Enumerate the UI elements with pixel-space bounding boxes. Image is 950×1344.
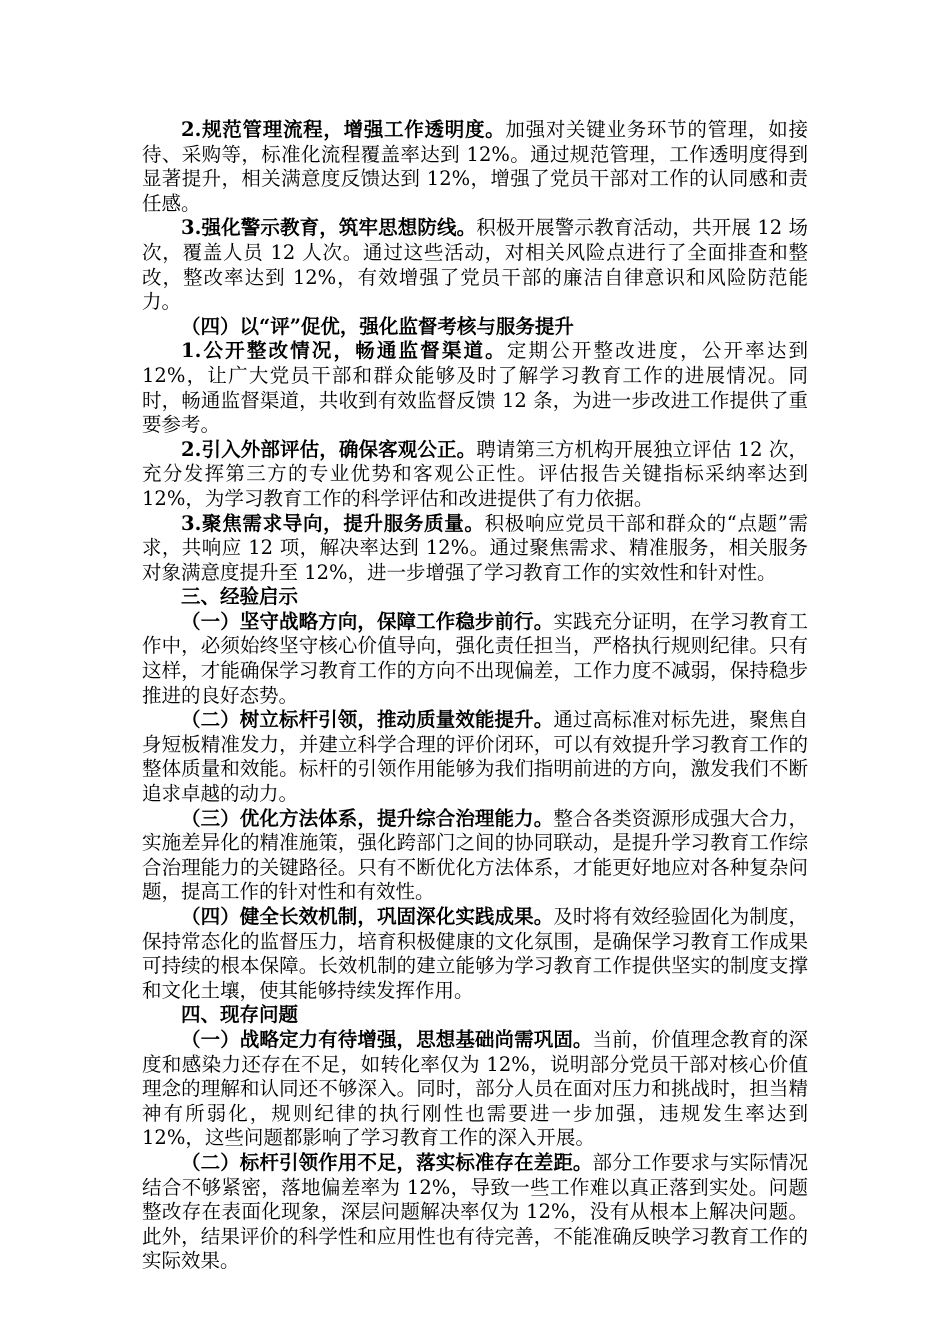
document-page [142, 118, 808, 1274]
section-heading: 四、现存问题 [181, 1003, 299, 1027]
paragraph-lead: （一）坚守战略方向，保障工作稳步前行。 [181, 609, 554, 633]
paragraph-lead: （二）标杆引领作用不足，落实标准存在差距。 [181, 1150, 593, 1174]
paragraph-lead: 2.规范管理流程，增强工作透明度。 [181, 118, 506, 141]
paragraph [142, 1028, 808, 1151]
section-heading: 三、经验启示 [181, 585, 299, 609]
section-heading: （四）以“评”促优，强化监督考核与服务提升 [181, 314, 574, 338]
paragraph-lead: 1.公开整改情况，畅通监督渠道。 [181, 339, 507, 363]
paragraph-body: 定期公开整改进度，公开率达到 12%，让广大党员干部和群众能够及时了解学习教育工作的进展情况。同时，畅通监督渠道，共收到有效监督反馈 12 条，为进一步改进工作提供了重要参考。 [142, 339, 808, 437]
paragraph-body: 整合各类资源形成强大合力，实施差异化的精准施策，强化跨部门之间的协同联动，是提升学习教育工作综合治理能力的关键路径。只有不断优化方法体系，才能更好地应对各种复杂问题，提高工作的针对性和有效性。 [142, 806, 808, 904]
paragraph [142, 905, 808, 1003]
paragraph-body: 积极开展警示教育活动，共开展 12 场次，覆盖人员 12 人次。通过这些活动，对相关风险点进行了全面排查和整改，整改率达到 12%，有效增强了党员干部的廉洁自律意识和风险防范能力。 [142, 216, 808, 314]
paragraph-lead: 3.强化警示教育，筑牢思想防线。 [181, 216, 477, 240]
paragraph-body: 加强对关键业务环节的管理，如接待、采购等，标准化流程覆盖率达到 12%。通过规范管理，工作透明度得到显著提升，相关满意度反馈达到 12%，增强了党员干部对工作的认同感和责任感。 [142, 118, 808, 215]
paragraph [142, 512, 808, 586]
paragraph-body: 部分工作要求与实际情况结合不够紧密，落地偏差率为 12%，导致一些工作难以真正落到实处。问题整改存在表面化现象，深层问题解决率仅为 12%，没有从根本上解决问题。此外，结果评价的科学性和应用性也有待完善，不能准确反映学习教育工作的实际效果。 [142, 1150, 808, 1273]
paragraph-body: 聘请第三方机构开展独立评估 12 次，充分发挥第三方的专业优势和客观公正性。评估报告关键指标采纳率达到 12%，为学习教育工作的科学评估和改进提供了有力依据。 [142, 437, 809, 510]
paragraph-body: 及时将有效经验固化为制度，保持常态化的监督压力，培育积极健康的文化氛围，是确保学习教育工作成果可持续的根本保障。长效机制的建立能够为学习教育工作提供坚实的制度支撑和文化土壤，使其能够持续发挥作用。 [142, 905, 808, 1002]
paragraph [142, 610, 808, 708]
paragraph [142, 339, 808, 437]
paragraph [142, 216, 808, 314]
paragraph [142, 118, 808, 216]
paragraph-lead: （一）战略定力有待增强，思想基础尚需巩固。 [181, 1027, 593, 1051]
paragraph [142, 438, 808, 512]
paragraph-lead: （三）优化方法体系，提升综合治理能力。 [181, 806, 554, 830]
paragraph-lead: （二）树立标杆引领，推动质量效能提升。 [181, 708, 554, 732]
paragraph-body: 实践充分证明，在学习教育工作中，必须始终坚守核心价值导向，强化责任担当，严格执行规则纪律。只有这样，才能确保学习教育工作的方向不出现偏差，工作力度不减弱，保持稳步推进的良好态势。 [142, 609, 808, 707]
paragraph-lead: 2.引入外部评估，确保客观公正。 [181, 437, 477, 461]
paragraph [142, 1151, 808, 1274]
paragraph-body: 积极响应党员干部和群众的“点题”需求，共响应 12 项，解决率达到 12%。通过聚焦需求、精准服务，相关服务对象满意度提升至 12%，进一步增强了学习教育工作的实效性和针对性。 [142, 511, 808, 584]
paragraph-lead: 3.聚焦需求导向，提升服务质量。 [181, 511, 485, 535]
paragraph-body: 通过高标准对标先进，聚焦自身短板精准发力，并建立科学合理的评价闭环，可以有效提升学习教育工作的整体质量和效能。标杆的引领作用能够为我们指明前进的方向，激发我们不断追求卓越的动力。 [142, 708, 808, 806]
paragraph [142, 807, 808, 905]
paragraph-body: 当前，价值理念教育的深度和感染力还存在不足，如转化率仅为 12%，说明部分党员干部对核心价值理念的理解和认同还不够深入。同时，部分人员在面对压力和挑战时，担当精神有所弱化，规则纪律的执行刚性也需要进一步加强，违规发生率达到 12%，这些问题都影响了学习教育工作的深入开展。 [142, 1027, 808, 1150]
paragraph-lead: （四）健全长效机制，巩固深化实践成果。 [181, 905, 554, 928]
paragraph [142, 708, 808, 806]
